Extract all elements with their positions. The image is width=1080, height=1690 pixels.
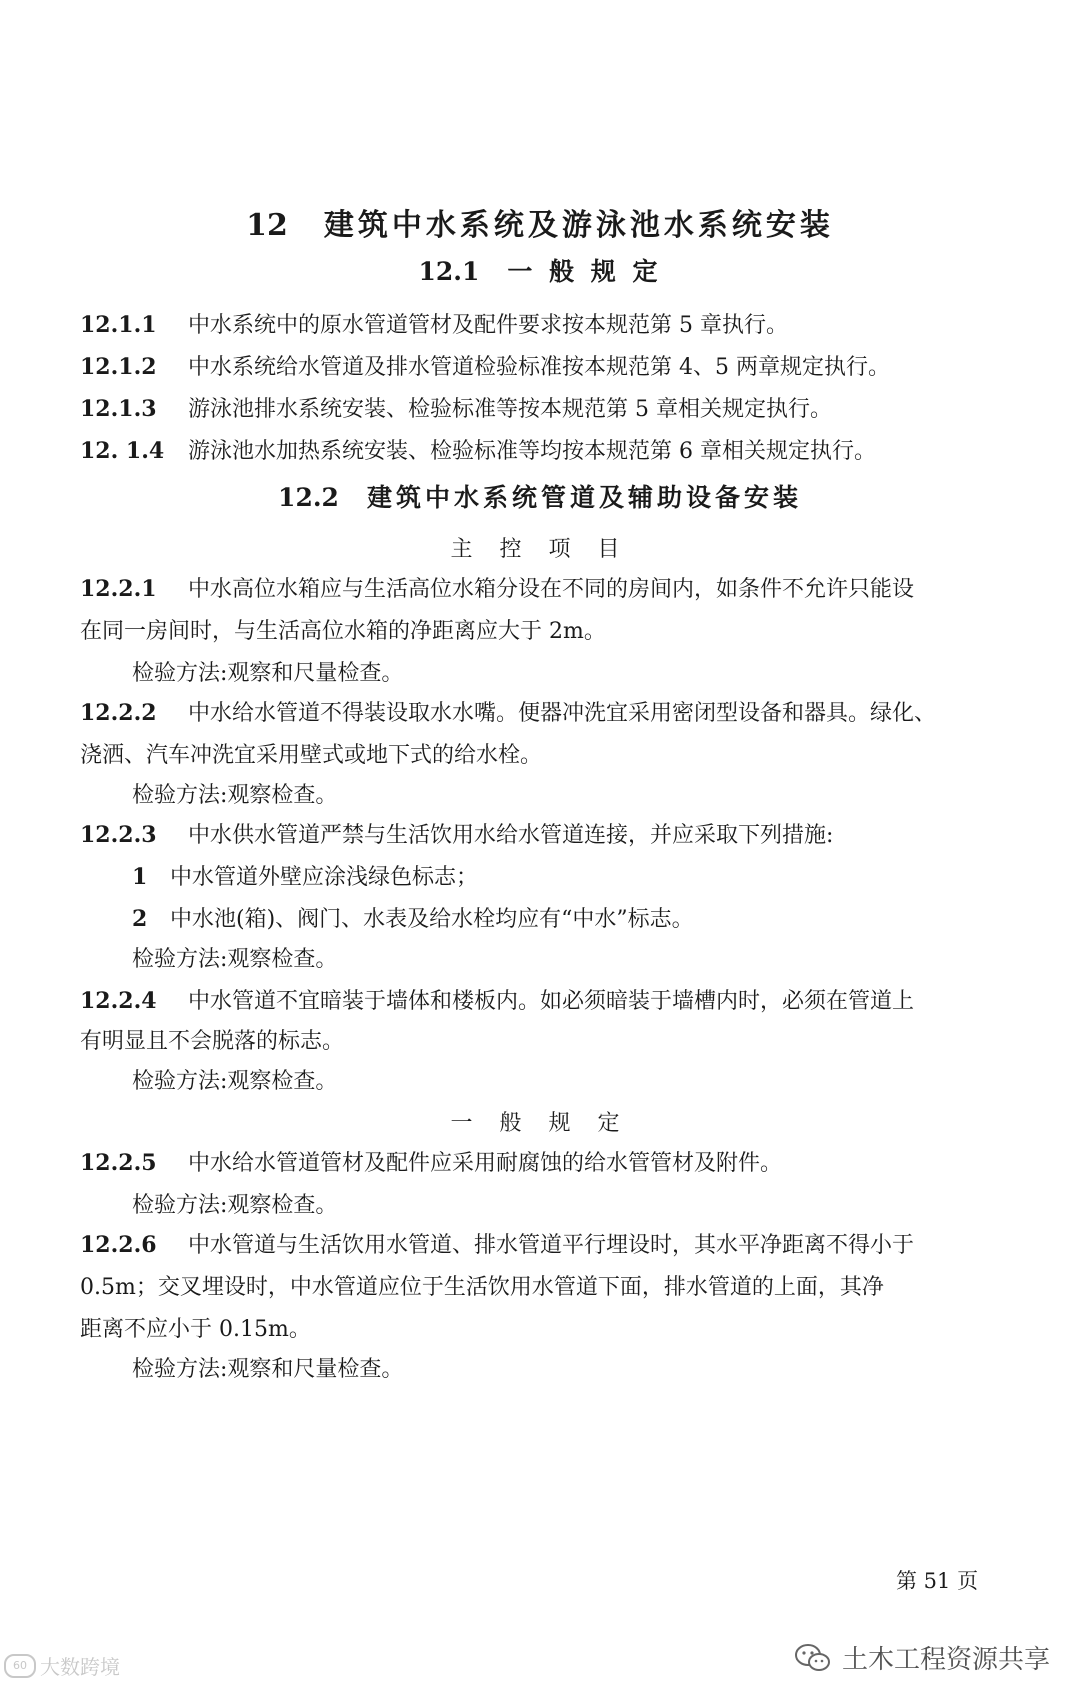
- clause-text: 中水系统给水管道及排水管道检验标准按本规范第 4、5 两章规定执行。: [188, 355, 890, 380]
- clause-text: 游泳池水加热系统安装、检验标准等均按本规范第 6 章相关规定执行。: [188, 439, 876, 464]
- clause-continuation: 浇洒、汽车冲洗宜采用壁式或地下式的给水栓。: [80, 743, 543, 768]
- chapter-number: 12: [246, 208, 288, 243]
- clause-text: 中水系统中的原水管道管材及配件要求按本规范第 5 章执行。: [188, 313, 788, 338]
- clause-12-2-2: [80, 696, 1010, 727]
- clause-number: 12.2.1: [80, 576, 157, 602]
- section-title-text: 一 般 规 定: [507, 257, 662, 286]
- inspection-method: 检验方法:观察检查。: [132, 1193, 338, 1218]
- clause-12-2-4: [80, 984, 1010, 1015]
- list-item: [132, 902, 1062, 933]
- general-heading: 一 般 规 定: [450, 1111, 630, 1136]
- section-number: 12.2: [278, 483, 339, 512]
- inspection-method: 检验方法:观察检查。: [132, 947, 338, 972]
- clause-number: 12.1.1: [80, 312, 157, 338]
- clause-continuation: 有明显且不会脱落的标志。: [80, 1029, 345, 1054]
- clause-text: 中水给水管道管材及配件应采用耐腐蚀的给水管管材及附件。: [188, 1151, 783, 1176]
- clause-number: 12.2.6: [80, 1232, 157, 1258]
- clause-text: 中水管道与生活饮用水管道、排水管道平行埋设时，其水平净距离不得小于: [188, 1233, 915, 1258]
- clause-number: 12.2.3: [80, 822, 157, 848]
- list-item-number: 1: [132, 864, 148, 890]
- clause-12-1-3: [80, 392, 1010, 423]
- section-title-text: 建筑中水系统管道及辅助设备安装: [366, 483, 802, 512]
- watermark-left: [4, 1651, 120, 1680]
- clause-text: 游泳池排水系统安装、检验标准等按本规范第 5 章相关规定执行。: [188, 397, 832, 422]
- watermark-right: [794, 1639, 1050, 1676]
- clause-text: 中水供水管道严禁与生活饮用水给水管道连接，并应采取下列措施:: [188, 823, 834, 848]
- clause-text: 中水给水管道不得装设取水水嘴。便器冲洗宜采用密闭型设备和器具。绿化、: [188, 701, 937, 726]
- clause-number: 12.2.2: [80, 700, 157, 726]
- chapter-title: [0, 200, 1080, 244]
- list-item-number: 2: [132, 906, 148, 932]
- inspection-method: 检验方法:观察检查。: [132, 1069, 338, 1094]
- clause-number: 12.2.5: [80, 1150, 157, 1176]
- clause-continuation: 在同一房间时，与生活高位水箱的净距离应大于 2m。: [80, 619, 606, 644]
- section-12-1-title: [0, 252, 1080, 288]
- inspection-method: 检验方法:观察和尺量检查。: [132, 1357, 404, 1382]
- inspection-method: 检验方法:观察和尺量检查。: [132, 661, 404, 686]
- clause-12-2-6: [80, 1228, 1010, 1259]
- clause-continuation: 距离不应小于 0.15m。: [80, 1317, 311, 1342]
- watermark-logo-icon: 60: [4, 1654, 36, 1678]
- list-item: [132, 860, 1062, 891]
- section-number: 12.1: [418, 257, 480, 286]
- clause-text: 中水管道不宜暗装于墙体和楼板内。如必须暗装于墙槽内时，必须在管道上: [188, 989, 915, 1014]
- chapter-title-text: 建筑中水系统及游泳池水系统安装: [323, 208, 834, 243]
- clause-number: 12.1.2: [80, 354, 157, 380]
- clause-12-2-1: [80, 572, 1010, 603]
- clause-number: 12.1.3: [80, 396, 157, 422]
- clause-continuation: 0.5m；交叉埋设时，中水管道应位于生活饮用水管道下面，排水管道的上面，其净: [80, 1275, 884, 1300]
- main-items-heading: 主 控 项 目: [450, 537, 630, 562]
- section-12-2-title: [0, 478, 1080, 514]
- page-number: 第 51 页: [896, 1569, 979, 1593]
- watermark-right-text: 土木工程资源共享: [841, 1645, 1050, 1675]
- inspection-method: 检验方法:观察检查。: [132, 783, 338, 808]
- clause-12-1-1: [80, 308, 1010, 339]
- clause-text: 中水高位水箱应与生活高位水箱分设在不同的房间内，如条件不允许只能设: [188, 577, 915, 602]
- clause-number: 12. 1.4: [80, 438, 165, 464]
- clause-12-1-2: [80, 350, 1010, 381]
- clause-12-2-5: [80, 1146, 1010, 1177]
- clause-number: 12.2.4: [80, 988, 157, 1014]
- watermark-left-text: 大数跨境: [40, 1655, 120, 1679]
- list-item-text: 中水池(箱)、阀门、水表及给水栓均应有“中水”标志。: [170, 907, 694, 932]
- wechat-icon: [794, 1643, 832, 1673]
- clause-12-2-3: [80, 818, 1010, 849]
- clause-12-1-4: [80, 434, 1010, 465]
- list-item-text: 中水管道外壁应涂浅绿色标志；: [170, 865, 479, 890]
